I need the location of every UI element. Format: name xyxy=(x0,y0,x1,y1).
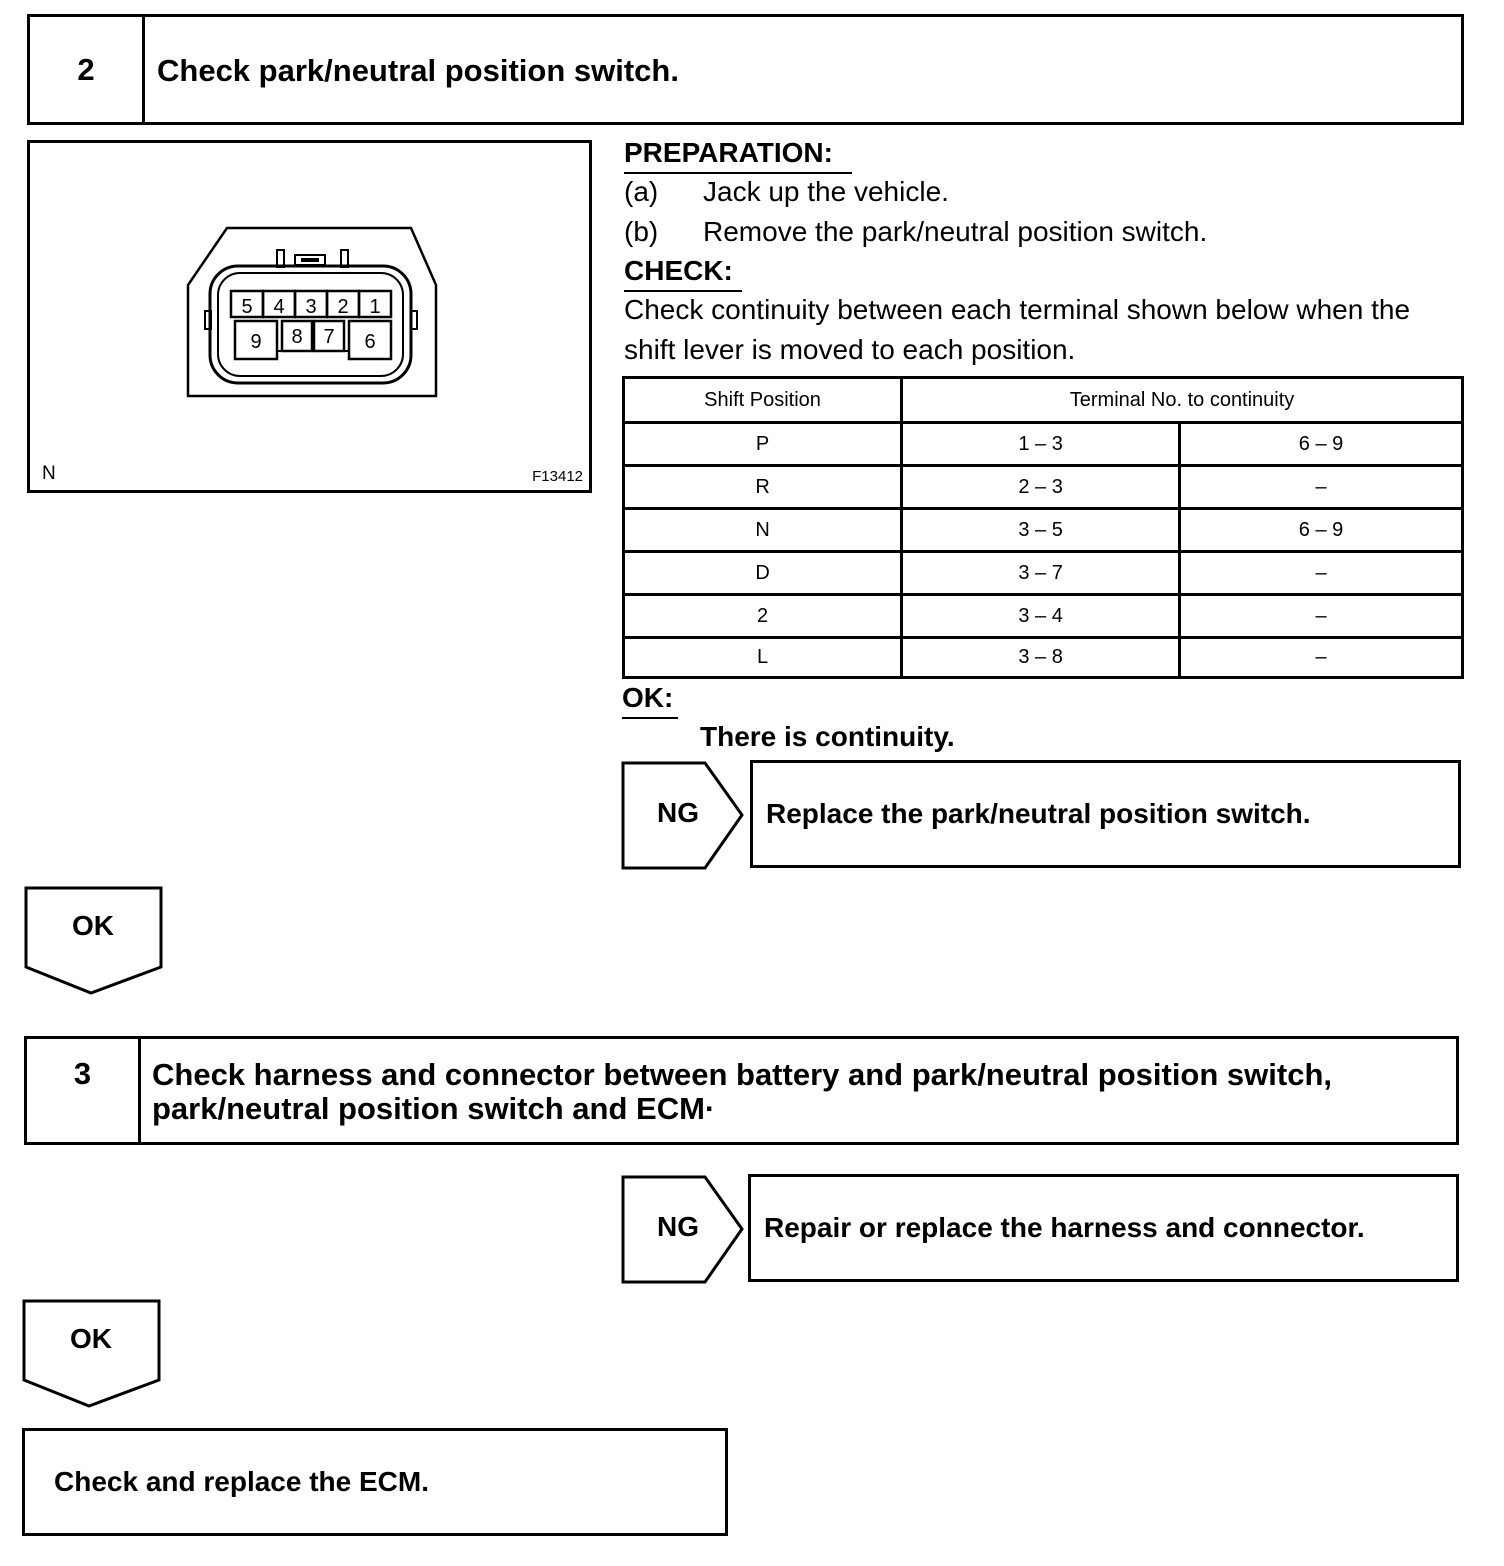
step-3-number: 3 xyxy=(27,1039,141,1142)
connector-inner-body xyxy=(210,266,411,383)
step-3-box xyxy=(24,1036,1459,1145)
terminal-label-9: 9 xyxy=(250,331,262,353)
check-line-1: Check continuity between each terminal shown below when the xyxy=(624,294,1411,325)
cell-terminal-1: 3 – 8 xyxy=(902,638,1180,678)
ok2-label: OK xyxy=(70,1323,112,1354)
preparation-underline xyxy=(624,172,852,174)
table-row xyxy=(624,638,1463,678)
step-2-number: 2 xyxy=(30,17,145,122)
cell-terminal-2: – xyxy=(1180,638,1463,678)
prep-step-b-text: Remove the park/neutral position switch. xyxy=(703,216,1208,247)
latch-post-right xyxy=(341,250,348,267)
step-2-title: Check park/neutral position switch. xyxy=(157,53,679,88)
cell-terminal-1: 3 – 5 xyxy=(902,509,1180,552)
step-2-box xyxy=(27,14,1464,125)
cell-position: N xyxy=(624,509,902,552)
table-row xyxy=(624,509,1463,552)
cell-position: D xyxy=(624,552,902,595)
terminal-label-3: 3 xyxy=(305,296,317,318)
connector-figure xyxy=(27,140,592,493)
ok-result-text: There is continuity. xyxy=(700,721,955,752)
check-underline xyxy=(624,290,742,292)
table-header-row xyxy=(624,378,1463,423)
cell-terminal-1: 1 – 3 xyxy=(902,423,1180,466)
cell-terminal-2: 6 – 9 xyxy=(1180,509,1463,552)
cell-position: L xyxy=(624,638,902,678)
terminal-label-8: 8 xyxy=(291,326,303,348)
table-row xyxy=(624,423,1463,466)
terminal-label-1: 1 xyxy=(369,296,381,318)
left-side-tab xyxy=(205,311,211,329)
step-3-title-line-2: park/neutral position switch and ECM· xyxy=(152,1091,716,1126)
cell-position: 2 xyxy=(624,595,902,638)
terminal-label-7: 7 xyxy=(323,326,335,348)
ng1-action-text: Replace the park/neutral position switch. xyxy=(766,798,1311,829)
preparation-heading: PREPARATION: xyxy=(624,137,833,168)
cell-terminal-1: 2 – 3 xyxy=(902,466,1180,509)
right-side-tab xyxy=(411,311,417,329)
terminal-label-4: 4 xyxy=(273,296,285,318)
cell-terminal-1: 3 – 7 xyxy=(902,552,1180,595)
final-action-box xyxy=(22,1428,728,1536)
cell-terminal-2: – xyxy=(1180,595,1463,638)
prep-step-b-marker: (b) xyxy=(624,216,659,247)
terminal-label-5: 5 xyxy=(241,296,253,318)
cell-terminal-2: – xyxy=(1180,552,1463,595)
terminal-label-6: 6 xyxy=(364,331,376,353)
cell-terminal-2: 6 – 9 xyxy=(1180,423,1463,466)
terminal-label-2: 2 xyxy=(337,296,349,318)
table-row xyxy=(624,595,1463,638)
connector-inner-rim xyxy=(218,273,403,376)
ok1-label: OK xyxy=(72,910,114,941)
figure-id: F13412 xyxy=(532,468,583,485)
latch-center-slot xyxy=(301,258,319,262)
ok-result-heading: OK: xyxy=(622,682,674,713)
figure-corner-label: N xyxy=(42,463,56,484)
ng2-action-text: Repair or replace the harness and connector. xyxy=(764,1212,1365,1243)
cell-position: P xyxy=(624,423,902,466)
continuity-table xyxy=(622,376,1464,679)
cell-terminal-1: 3 – 4 xyxy=(902,595,1180,638)
cell-position: R xyxy=(624,466,902,509)
connector-diagram xyxy=(30,143,589,490)
prep-step-a-marker: (a) xyxy=(624,176,659,207)
step-3-title-line-1: Check harness and connector between battery and park/neutral position switch, xyxy=(152,1057,1332,1092)
check-line-2: shift lever is moved to each position. xyxy=(624,334,1076,365)
ok-result-underline xyxy=(622,717,678,719)
table-row xyxy=(624,552,1463,595)
header-terminal-continuity: Terminal No. to continuity xyxy=(902,378,1463,423)
ng2-label: NG xyxy=(657,1211,699,1242)
final-action-text: Check and replace the ECM. xyxy=(54,1466,430,1497)
check-heading: CHECK: xyxy=(624,255,733,286)
header-shift-position: Shift Position xyxy=(624,378,902,423)
latch-post-left xyxy=(277,250,284,267)
ng1-label: NG xyxy=(657,797,699,828)
prep-step-a-text: Jack up the vehicle. xyxy=(703,176,949,207)
cell-terminal-2: – xyxy=(1180,466,1463,509)
table-row xyxy=(624,466,1463,509)
ng1-action-box xyxy=(750,760,1461,868)
ng2-action-box xyxy=(748,1174,1459,1282)
